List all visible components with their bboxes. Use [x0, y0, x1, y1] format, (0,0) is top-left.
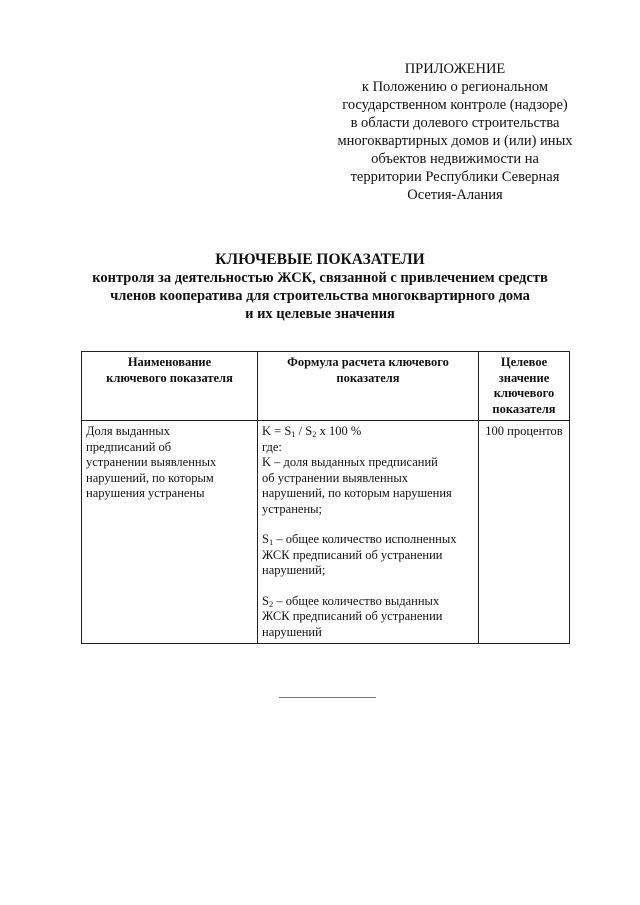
appendix-line: в области долевого строительства [350, 115, 560, 131]
appendix-block [325, 60, 585, 204]
cell-formula [258, 421, 479, 644]
table-row [82, 421, 570, 644]
cell-target-value: 100 процентов [479, 421, 570, 644]
kpi-table [81, 351, 570, 644]
formula-s1-definition: $S_1$ – общее количество исполненных ЖСК предписаний об устранении нарушений; [262, 532, 457, 577]
formula-k-definition: K – доля выданных предписаний об устранении выявленных нарушений, по которым нарушения устранены; [262, 455, 452, 516]
header-formula: Формула расчета ключевого показателя [258, 352, 479, 421]
cell-indicator-name: Доля выданных предписаний об устранении выявленных нарушений, по которым нарушения устранены [82, 421, 258, 644]
header-target: Целевое значение ключевого показателя [479, 352, 570, 421]
appendix-line: территории Республики Северная [350, 169, 560, 185]
document-title [40, 251, 600, 323]
appendix-line: объектов недвижимости на [371, 151, 539, 167]
formula-s2-definition: $S_2$ – общее количество выданных ЖСК предписаний об устранении нарушений [262, 593, 443, 639]
formula-where: где: [262, 439, 282, 454]
appendix-heading: ПРИЛОЖЕНИЕ [404, 61, 506, 77]
title-line: контроля за деятельностью ЖСК, связанной с привлечением средств [92, 270, 548, 286]
table-header-row [82, 352, 570, 421]
appendix-line: Осетия-Алания [407, 187, 503, 203]
appendix-line: многоквартирных домов и (или) иных [337, 133, 573, 149]
formula-expression: $K = S_1 / S_2$ x 100 % [262, 424, 362, 439]
footer-rule [279, 697, 376, 698]
appendix-line: к Положению о региональном [361, 79, 549, 95]
title-main: КЛЮЧЕВЫЕ ПОКАЗАТЕЛИ [215, 251, 425, 268]
appendix-line: государственном контроле (надзоре) [342, 97, 568, 113]
title-line: членов кооператива для строительства многоквартирного дома [110, 288, 530, 304]
header-name: Наименование ключевого показателя [82, 352, 258, 421]
title-line: и их целевые значения [245, 306, 395, 322]
